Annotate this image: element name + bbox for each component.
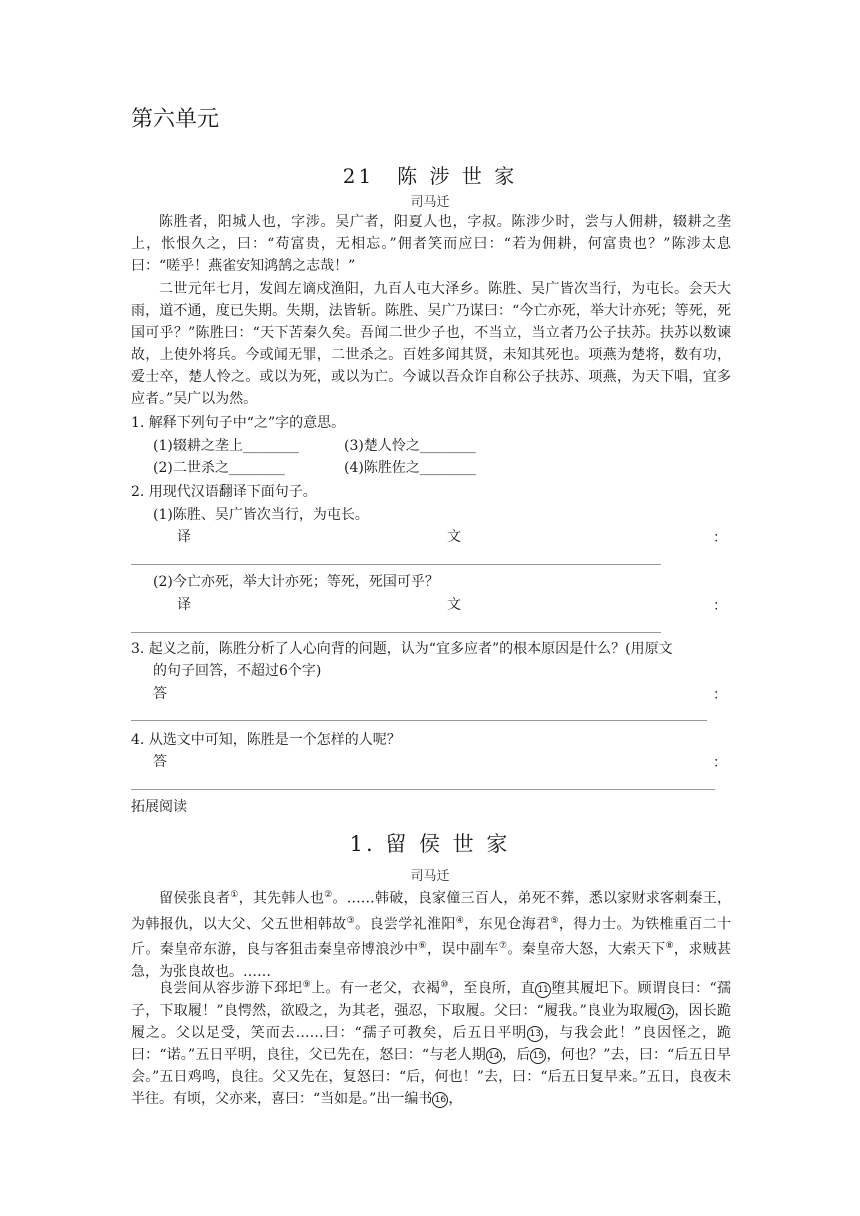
- question-1-item-1: (1)辍耕之垄上________: [153, 438, 299, 454]
- question-4-colon: ：: [713, 755, 727, 771]
- question-1-item-2: (2)二世杀之________: [153, 460, 285, 476]
- question-2-wen-label: 文: [447, 597, 461, 613]
- question-1-stem: 1. 解释下列句子中“之”字的意思。: [131, 415, 346, 431]
- footnote-marker: 15: [530, 1048, 546, 1064]
- question-3-answer-label: 答: [153, 686, 167, 702]
- footnote-marker: 14: [486, 1048, 502, 1064]
- extension-heading: 拓展阅读: [131, 799, 187, 815]
- footnote-marker: 16: [432, 1092, 448, 1108]
- question-2-answer-line-1[interactable]: [131, 564, 661, 565]
- unit-title: 第六单元: [131, 107, 220, 132]
- question-2-stem: 2. 用现代汉语翻译下面句子。: [131, 484, 317, 500]
- question-2-sentence-2: (2)今亡亦死，举大计亦死；等死，死国可乎？: [153, 574, 439, 590]
- extension-paragraph-1: 留侯张良者①，其先韩人也②。……韩破，良家僮三百人，弟死不葬，悉以家财求客刺秦王，为韩报仇，以大父、父五世相韩故③。良尝学礼淮阳④，东见仓海君⑤，得力士。为铁椎重百二十斤。秦皇帝东游，良与客狙击秦皇帝博浪沙中⑥，误中副车⑦。秦皇帝大怒，大索天下⑧，求贼甚急，为张良故也。……: [131, 890, 732, 980]
- footnote-marker: 11: [535, 982, 551, 998]
- question-2-yi-label: 译: [177, 529, 191, 545]
- question-2-colon: ：: [713, 598, 727, 614]
- question-2-yi-label: 译: [177, 597, 191, 613]
- lesson-author: 司马迁: [410, 195, 450, 210]
- question-2-answer-line-2[interactable]: [131, 632, 661, 633]
- question-3-colon: ：: [713, 687, 727, 703]
- question-2-wen-label: 文: [447, 529, 461, 545]
- extension-author: 司马迁: [410, 869, 450, 884]
- question-1-item-3: (3)楚人怜之________: [344, 438, 476, 454]
- lesson-paragraph-2: 二世元年七月，发闾左谪戍渔阳，九百人屯大泽乡。陈胜、吴广皆次当行，为屯长。会天大雨，道不通，度已失期。失期，法皆斩。陈胜、吴广乃谋曰：“今亡亦死，举大计亦死；等死，死国可乎？”陈胜曰：“天下苦秦久矣。吾闻二世少子也，不当立，当立者乃公子扶苏。扶苏以数谏故，上使外将兵。今或闻无罪，二世杀之。百姓多闻其贤，未知其死也。项燕为楚将，数有功，爱士卒，楚人怜之。或以为死，或以为亡。今诚以吾众诈自称公子扶苏、项燕，为天下唱，宜多应者。”吴广以为然。: [131, 281, 731, 407]
- question-1-item-4: (4)陈胜佐之________: [344, 460, 476, 476]
- extension-paragraph-2: 良尝间从容步游下邳圯⑨上。有一老父，衣褐⑩，至良所，直 11 堕其履圯下。顾谓良曰：“孺子，下取履！”良愕然，欲殴之，为其老，强忍，下取履。父曰：“履我。”良业为取履 12 ，因长跪履之。父以足受，笑而去……曰：“孺子可教矣，后五日平明 13 ，与我会此！”良因怪之，跪曰：“诺。”五日平明，良往，父已先在，怒曰：“与老人期 14 ，后 15 ，何也？”去，曰：“后五日早会。”五日鸡鸣，良往。父又先在，复怒曰：“后，何也！”去，曰：“后五日复早来。”五日，良夜未半往。有顷，父亦来，喜曰：“当如是。”出一编书 16 ，: [131, 980, 731, 1107]
- question-3-stem-line-2: 的句子回答，不超过6个字): [153, 663, 322, 679]
- question-2-sentence-1: (1)陈胜、吴广皆次当行，为屯长。: [153, 507, 369, 523]
- question-2-colon: ：: [713, 530, 727, 546]
- footnote-marker: 12: [658, 1004, 674, 1020]
- lesson-paragraph-1: 陈胜者，阳城人也，字涉。吴广者，阳夏人也，字叔。陈涉少时，尝与人佣耕，辍耕之垄上，怅恨久之，曰：“苟富贵，无相忘。”佣者笑而应曰：“若为佣耕，何富贵也？”陈涉太息曰：“嗟乎！燕雀安知鸿鹄之志哉！”: [131, 214, 731, 274]
- question-4-answer-label: 答: [153, 754, 167, 770]
- question-3-stem-line-1: 3. 起义之前，陈胜分析了人心向背的问题，认为“宜多应者”的根本原因是什么？(用原文: [131, 641, 673, 657]
- question-4-answer-line[interactable]: [131, 789, 715, 790]
- lesson-title: 21 陈 涉 世 家: [342, 164, 518, 188]
- extension-title: 1. 留 侯 世 家: [349, 832, 511, 856]
- question-3-answer-line[interactable]: [131, 720, 707, 721]
- footnote-marker: 13: [527, 1026, 543, 1042]
- question-4-stem: 4. 从选文中可知，陈胜是一个怎样的人呢？: [131, 732, 401, 748]
